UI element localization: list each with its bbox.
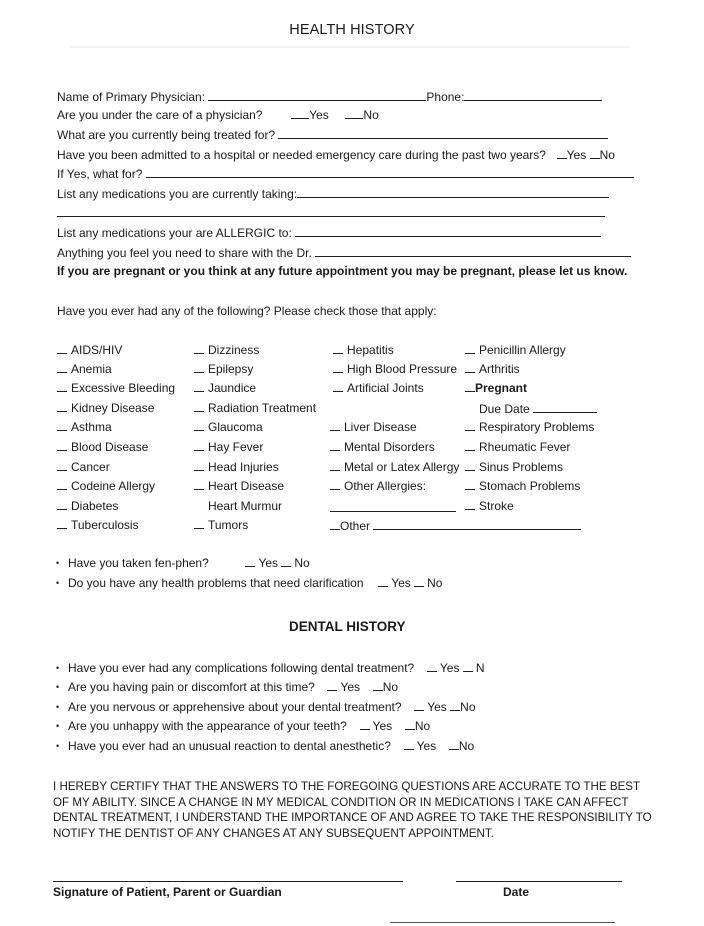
condition-artificial-joints[interactable]: Artificial Joints [333,381,424,395]
checkbox[interactable] [333,343,343,354]
fen-phen-question: • Have you taken fen-phen? Yes No [56,556,310,570]
date-line[interactable] [456,881,622,882]
checkbox[interactable] [465,440,475,451]
checkbox[interactable] [194,420,204,431]
no-checkbox[interactable] [449,739,459,750]
no-checkbox[interactable] [405,719,415,730]
condition-excessive-bleeding[interactable]: Excessive Bleeding [57,381,175,395]
checkbox[interactable] [57,343,67,354]
condition-hepatitis[interactable]: Hepatitis [333,343,394,357]
bullet-icon: • [56,721,60,731]
no-checkbox[interactable] [373,680,383,691]
checkbox[interactable] [57,381,67,392]
treated-for-field[interactable] [278,127,608,139]
bullet-icon: • [56,702,60,712]
condition-penicillin-allergy[interactable]: Penicillin Allergy [465,343,566,357]
condition-hay-fever[interactable]: Hay Fever [194,440,263,454]
checkbox[interactable] [330,479,340,490]
checkbox[interactable] [194,479,204,490]
condition-head-injuries[interactable]: Head Injuries [194,460,279,474]
fen-phen-yes-checkbox[interactable] [245,556,255,567]
allergic-label: List any medications your are ALLERGIC to: [57,226,292,240]
medications-row [57,186,609,201]
condition-dizziness[interactable]: Dizziness [194,343,259,357]
hospital-label: Have you been admitted to a hospital or needed emergency care during the past two years? [57,148,546,162]
condition-aids-hiv[interactable]: AIDS/HIV [57,343,122,357]
condition-mental-disorders[interactable]: Mental Disorders [330,440,435,454]
checkbox[interactable] [57,499,67,510]
certification-statement: I HEREBY CERTIFY THAT THE ANSWERS TO THE FOREGOING QUESTIONS ARE ACCURATE TO THE BEST OF MY ABILITY. SINCE A CHANGE IN MY MEDICAL CONDITION OR IN MEDICATIONS I TAKE CAN AFFECT DENTAL TREATMENT, I UNDERSTAND THE IMPORTANCE OF AND AGREE TO TAKE THE RESPONSIBILITY TO NOTIFY THE DENTIST OF ANY CHANGES AT ANY SUBSEQUENT APPOINTMENT. [53,780,652,840]
checkbox[interactable] [57,479,67,490]
yes-checkbox[interactable] [360,719,370,730]
phone-label: Phone: [426,90,465,104]
if-yes-label: If Yes, what for? [57,167,143,181]
physician-row [57,89,602,104]
checkbox[interactable] [465,479,475,490]
checkbox[interactable] [57,401,67,412]
bullet-icon: • [56,682,60,692]
checkbox[interactable] [57,518,67,529]
hospital-no-checkbox[interactable] [590,148,600,159]
checkbox[interactable] [465,460,475,471]
condition-other[interactable]: Other [330,518,581,533]
checkbox[interactable] [194,401,204,412]
due-date-label: Due Date [479,402,530,416]
yes-checkbox[interactable] [414,700,424,711]
conditions-prompt: Have you ever had any of the following? Please check those that apply: [57,304,437,318]
condition-asthma[interactable]: Asthma [57,420,112,434]
clarification-yes-checkbox[interactable] [378,576,388,587]
hospital-no-label: No [599,148,615,162]
share-label: Anything you feel you need to share with the Dr. [57,246,312,260]
checkbox[interactable] [194,381,204,392]
share-row [57,245,631,260]
condition-respiratory-problems[interactable]: Respiratory Problems [465,420,594,434]
condition-kidney-disease[interactable]: Kidney Disease [57,401,154,415]
checkbox[interactable] [57,460,67,471]
clarification-no-checkbox[interactable] [414,576,424,587]
condition-epilepsy[interactable]: Epilepsy [194,362,253,376]
no-checkbox[interactable] [463,661,473,672]
checkbox[interactable] [194,518,204,529]
hospital-yes-label: Yes [566,148,587,162]
clarification-question: • Do you have any health problems that need clarification Yes No [56,576,443,590]
yes-checkbox[interactable] [427,661,437,672]
fen-phen-no-checkbox[interactable] [281,556,291,567]
checkbox[interactable] [333,381,343,392]
condition-codeine-allergy[interactable]: Codeine Allergy [57,479,155,493]
checkbox[interactable] [333,362,343,373]
other-field[interactable] [373,518,581,530]
if-yes-field[interactable] [146,166,634,178]
condition-arthritis[interactable]: Arthritis [465,362,520,376]
hospital-row [57,148,615,162]
treated-for-label: What are you currently being treated for? [57,128,276,142]
condition-anemia[interactable]: Anemia [57,362,112,376]
due-date-field[interactable] [533,401,597,413]
checkbox[interactable] [194,499,204,510]
signature-line[interactable] [53,881,403,882]
bullet-icon: • [56,578,60,588]
under-care-label: Are you under the care of a physician? [57,108,263,122]
scan-artifact-line [390,922,615,923]
condition-pregnant[interactable]: Pregnant [465,381,527,395]
checkbox[interactable] [194,440,204,451]
condition-glaucoma[interactable]: Glaucoma [194,420,263,434]
page-title: HEALTH HISTORY [289,22,415,38]
condition-diabetes[interactable]: Diabetes [57,499,118,513]
if-yes-row [57,166,634,181]
checkbox[interactable] [465,362,475,373]
under-care-no-checkbox[interactable] [345,108,363,119]
condition-blood-disease[interactable]: Blood Disease [57,440,148,454]
checkbox[interactable] [194,343,204,354]
condition-rheumatic-fever[interactable]: Rheumatic Fever [465,440,570,454]
allergic-row [57,225,601,240]
condition-tumors[interactable]: Tumors [194,518,248,532]
physician-label: Name of Primary Physician: [57,90,206,104]
date-label: Date [503,885,530,899]
dental-question-anesthetic: • Have you ever had an unusual reaction to dental anesthetic? Yes No [56,739,475,753]
dental-question-nervous: • Are you nervous or apprehensive about your dental treatment? Yes No [56,700,476,714]
checkbox[interactable] [57,420,67,431]
checkbox[interactable] [465,420,475,431]
checkbox[interactable] [330,519,340,530]
signature-label: Signature of Patient, Parent or Guardian [53,885,282,899]
condition-stomach-problems[interactable]: Stomach Problems [465,479,580,493]
yes-checkbox[interactable] [327,680,337,691]
pregnant-notice: If you are pregnant or you think at any future appointment you may be pregnant, please let us know. [57,264,628,278]
condition-cancer[interactable]: Cancer [57,460,110,474]
condition-jaundice[interactable]: Jaundice [194,381,256,395]
dental-question-pain: • Are you having pain or discomfort at this time? Yes No [56,680,399,694]
no-checkbox[interactable] [450,700,460,711]
bleed-through-artifact [70,46,630,48]
hospital-yes-checkbox[interactable] [557,148,567,159]
bullet-icon: • [56,741,60,751]
due-date-row [479,401,597,416]
bullet-icon: • [56,663,60,673]
dental-question-appearance: • Are you unhappy with the appearance of your teeth? Yes No [56,719,431,733]
checkbox[interactable] [465,381,475,392]
under-care-yes-checkbox[interactable] [291,108,309,119]
physician-field[interactable] [208,89,426,101]
under-care-no-label: No [363,108,379,122]
other-allergies-field[interactable] [330,511,456,512]
condition-heart-murmur[interactable]: Heart Murmur [194,499,282,513]
checkbox[interactable] [465,499,475,510]
allergic-field[interactable] [295,225,601,237]
checkbox[interactable] [57,440,67,451]
condition-sinus-problems[interactable]: Sinus Problems [465,460,563,474]
checkbox[interactable] [57,362,67,373]
dental-history-title: DENTAL HISTORY [289,619,406,634]
medications-field-line-2[interactable] [57,216,605,217]
condition-high-blood-pressure[interactable]: High Blood Pressure [333,362,457,376]
condition-other-allergies[interactable]: Other Allergies: [330,479,426,493]
yes-checkbox[interactable] [404,739,414,750]
checkbox[interactable] [194,362,204,373]
dental-question-complications: • Have you ever had any complications following dental treatment? Yes N [56,661,485,675]
checkbox[interactable] [330,440,340,451]
treated-for-row [57,127,608,142]
checkbox[interactable] [330,460,340,471]
checkbox[interactable] [194,460,204,471]
condition-metal-latex-allergy[interactable]: Metal or Latex Allergy [330,460,459,474]
checkbox[interactable] [330,420,340,431]
condition-stroke[interactable]: Stroke [465,499,514,513]
condition-radiation-treatment[interactable]: Radiation Treatment [194,401,316,415]
bullet-icon: • [56,558,60,568]
condition-liver-disease[interactable]: Liver Disease [330,420,417,434]
share-field[interactable] [315,245,631,257]
under-care-row [57,108,379,122]
phone-field[interactable] [464,89,602,101]
under-care-yes-label: Yes [309,108,329,122]
checkbox[interactable] [465,343,475,354]
condition-tuberculosis[interactable]: Tuberculosis [57,518,139,532]
condition-heart-disease[interactable]: Heart Disease [194,479,284,493]
medications-field[interactable] [297,186,609,198]
medications-label: List any medications you are currently taking: [57,187,298,201]
